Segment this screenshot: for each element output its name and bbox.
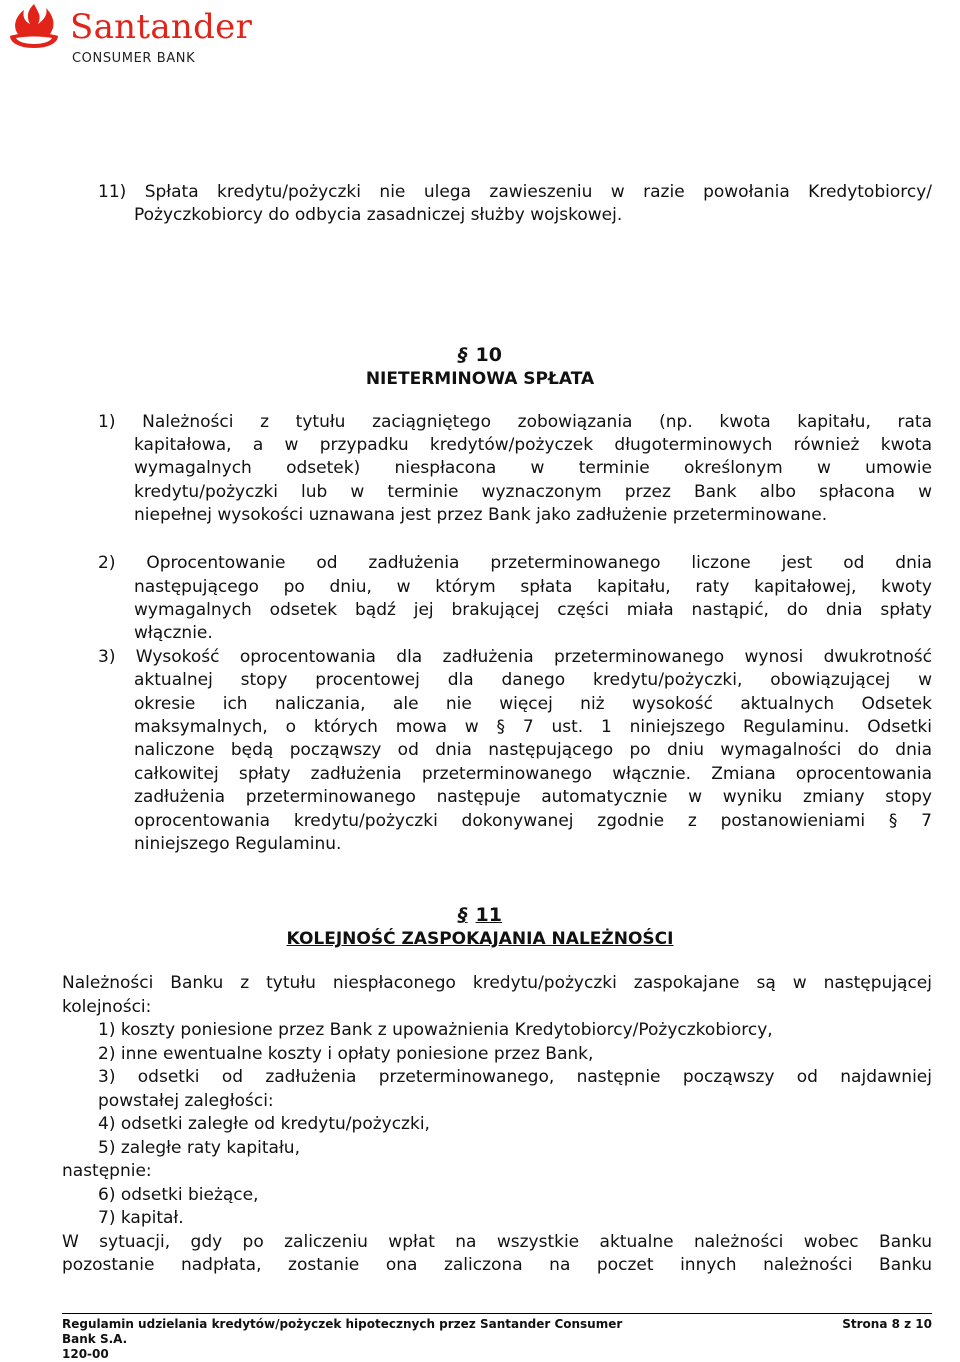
footer-doc-title-1: Regulamin udzielania kredytów/pożyczek hipotecznych przez Santander Consumer xyxy=(62,1317,623,1331)
s11-list-item-4: 4) odsetki zaległe od kredytu/pożyczki, xyxy=(98,1114,430,1134)
s11-intro-line-1: Należności Banku z tytułu niespłaconego kredytu/pożyczki zaspokajane są w następującej xyxy=(62,973,932,993)
section-11-number xyxy=(0,904,960,926)
item-11-line-2: Pożyczkobiorcy do odbycia zasadniczej służby wojskowej. xyxy=(134,205,623,225)
s11-list-item-5: 5) zaległe raty kapitału, xyxy=(98,1138,300,1158)
section-symbol: § xyxy=(458,904,468,926)
s10-item2-line-3: wymagalnych odsetek bądź jej brakującej części miała nastąpić, do dnia spłaty xyxy=(134,600,932,620)
s11-list-item-7: 7) kapitał. xyxy=(98,1208,184,1228)
s10-item3-line-4: maksymalnych, o których mowa w § 7 ust. 1 niniejszego Regulaminu. Odsetki xyxy=(134,717,932,737)
s10-item3-line-1: 3) Wysokość oprocentowania dla zadłużenia przeterminowanego wynosi dwukrotność xyxy=(98,647,932,667)
s11-list-item-3: 3) odsetki od zadłużenia przeterminowanego, następnie począwszy od najdawniej xyxy=(98,1067,932,1087)
s10-item1-line-4: kredytu/pożyczki lub w terminie wyznaczonym przez Bank albo spłacona w xyxy=(134,482,932,502)
s10-item3-line-5: naliczone będą począwszy od dnia następującego po dniu wymagalności do dnia xyxy=(134,740,932,760)
s10-item3-line-8: oprocentowania kredytu/pożyczki dokonywanej zgodnie z postanowieniami § 7 xyxy=(134,811,932,831)
section-symbol: § xyxy=(458,344,468,366)
footer-doc-code: 120-00 xyxy=(62,1347,109,1361)
s11-list-item-3-cont: powstałej zaległości: xyxy=(98,1091,274,1111)
section-10-title: NIETERMINOWA SPŁATA xyxy=(365,369,595,389)
s10-item3-line-7: zadłużenia przeterminowanego następuje automatycznie w wyniku zmiany stopy xyxy=(134,787,932,807)
s11-list-item-2: 2) inne ewentualne koszty i opłaty poniesione przez Bank, xyxy=(98,1044,594,1064)
footer-page-number: Strona 8 z 10 xyxy=(842,1317,932,1331)
s10-item2-line-2: następującego po dniu, w którym spłata kapitału, raty kapitałowej, kwoty xyxy=(134,577,932,597)
section-number: 10 xyxy=(475,344,502,366)
s11-then: następnie: xyxy=(62,1161,152,1181)
page-footer xyxy=(62,1313,932,1361)
s10-item3-line-6: całkowitej spłaty zadłużenia przeterminowanego włącznie. Zmiana oprocentowania xyxy=(134,764,932,784)
s11-list-item-6: 6) odsetki bieżące, xyxy=(98,1185,259,1205)
s10-item1-line-2: kapitałowa, a w przypadku kredytów/pożyczek długoterminowych również kwota xyxy=(134,435,932,455)
s11-outro-line-2: pozostanie nadpłata, zostanie ona zaliczona na poczet innych należności Banku xyxy=(62,1255,932,1275)
footer-doc-title-2: Bank S.A. xyxy=(62,1332,128,1346)
flame-icon xyxy=(8,2,60,50)
section-11-title: KOLEJNOŚĆ ZASPOKAJANIA NALEŻNOŚCI xyxy=(286,929,674,949)
s10-item2-line-4: włącznie. xyxy=(134,623,213,643)
s10-item1-line-5: niepełnej wysokości uznawana jest przez Bank jako zadłużenie przeterminowane. xyxy=(134,505,828,525)
s11-list-item-1: 1) koszty poniesione przez Bank z upoważnienia Kredytobiorcy/Pożyczkobiorcy, xyxy=(98,1020,773,1040)
item-11-line-1: 11) Spłata kredytu/pożyczki nie ulega zawieszeniu w razie powołania Kredytobiorcy/ xyxy=(98,182,932,202)
s10-item1-line-1: 1) Należności z tytułu zaciągniętego zobowiązania (np. kwota kapitału, rata xyxy=(98,412,932,432)
s11-intro-line-2: kolejności: xyxy=(62,997,152,1017)
section-10-number xyxy=(0,344,960,366)
s10-item3-line-3: okresie ich naliczania, ale nie więcej niż wysokość aktualnych Odsetek xyxy=(134,694,932,714)
section-number: 11 xyxy=(475,904,502,926)
s11-outro-line-1: W sytuacji, gdy po zaliczeniu wpłat na wszystkie aktualne należności wobec Banku xyxy=(62,1232,932,1252)
s10-item3-line-9: niniejszego Regulaminu. xyxy=(134,834,342,854)
brand-name: Santander xyxy=(70,7,253,47)
s10-item3-line-2: aktualnej stopy procentowej dla danego kredytu/pożyczki, obowiązującej w xyxy=(134,670,932,690)
santander-logo xyxy=(8,2,253,68)
s10-item1-line-3: wymagalnych odsetek) niespłacona w terminie określonym w umowie xyxy=(134,458,932,478)
brand-subtitle: CONSUMER BANK xyxy=(72,51,196,66)
s10-item2-line-1: 2) Oprocentowanie od zadłużenia przeterminowanego liczone jest od dnia xyxy=(98,553,932,573)
